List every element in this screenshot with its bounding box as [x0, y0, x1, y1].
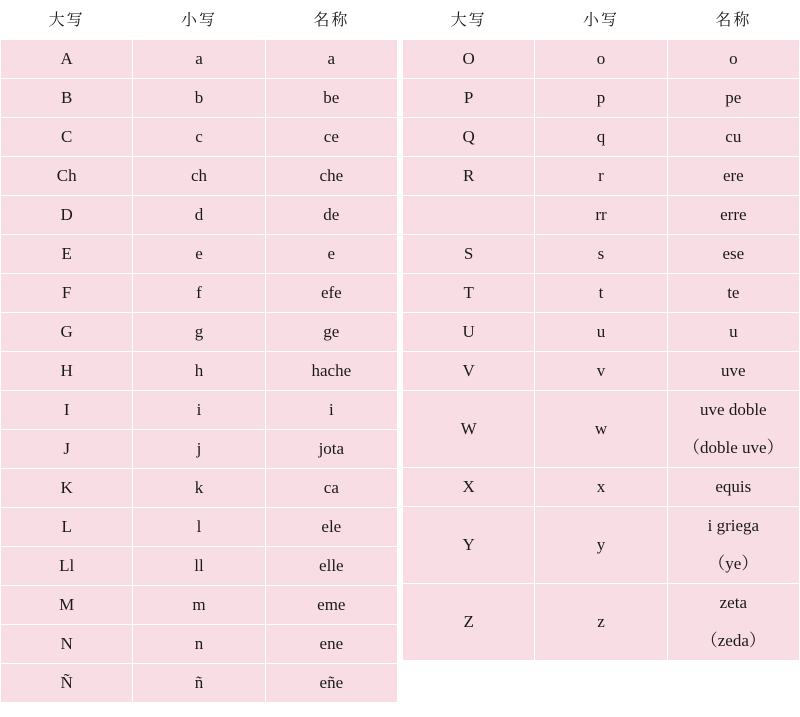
uppercase-letter: K [1, 469, 133, 508]
letter-name [265, 40, 397, 79]
letter-name [667, 584, 799, 661]
table-row [1, 274, 398, 313]
table-row [403, 40, 800, 79]
letter-name-text: cu [725, 127, 742, 146]
lowercase-letter: v [535, 352, 667, 391]
letter-name-text: uve [721, 361, 746, 380]
letter-name [265, 313, 397, 352]
letter-name [265, 391, 397, 430]
letter-name-text: pe [725, 88, 742, 107]
table-row [403, 352, 800, 391]
lowercase-letter: d [133, 196, 265, 235]
lowercase-letter: rr [535, 196, 667, 235]
letter-name-text: ese [722, 244, 745, 263]
letter-name-text: jota [318, 439, 345, 458]
table-row [403, 274, 800, 313]
lowercase-letter: j [133, 430, 265, 469]
uppercase-letter: N [1, 625, 133, 664]
uppercase-letter: X [403, 468, 535, 507]
uppercase-letter: V [403, 352, 535, 391]
lowercase-letter: a [133, 40, 265, 79]
uppercase-letter: M [1, 586, 133, 625]
table-row [403, 313, 800, 352]
letter-name [667, 391, 799, 468]
table-row [403, 196, 800, 235]
letter-name-text: uve doble [700, 400, 767, 419]
uppercase-letter: D [1, 196, 133, 235]
letter-name [265, 469, 397, 508]
uppercase-letter: L [1, 508, 133, 547]
letter-name [667, 196, 799, 235]
letter-name-text: te [727, 283, 740, 302]
lowercase-letter: r [535, 157, 667, 196]
letter-name-text: ene [319, 634, 344, 653]
lowercase-letter: u [535, 313, 667, 352]
letter-name [667, 79, 799, 118]
uppercase-letter: U [403, 313, 535, 352]
uppercase-letter: F [1, 274, 133, 313]
table-row [1, 352, 398, 391]
alphabet-table-right [402, 0, 800, 661]
letter-name [265, 79, 397, 118]
table-row [1, 40, 398, 79]
letter-name-text: hache [311, 361, 352, 380]
lowercase-letter: ch [133, 157, 265, 196]
letter-name-text: eñe [319, 673, 344, 692]
letter-name-text: i [328, 400, 334, 419]
table-row [1, 625, 398, 664]
table-row [1, 235, 398, 274]
uppercase-letter: W [403, 391, 535, 468]
uppercase-letter: E [1, 235, 133, 274]
letter-name [265, 235, 397, 274]
letter-name [667, 313, 799, 352]
alphabet-table-left [0, 0, 398, 703]
uppercase-letter: S [403, 235, 535, 274]
table-row [1, 430, 398, 469]
table-row [1, 313, 398, 352]
uppercase-letter: I [1, 391, 133, 430]
letter-name [667, 352, 799, 391]
lowercase-letter: l [133, 508, 265, 547]
letter-name-alt: （zeda） [700, 631, 766, 650]
letter-name [265, 118, 397, 157]
lowercase-letter: e [133, 235, 265, 274]
letter-name [667, 40, 799, 79]
lowercase-letter: g [133, 313, 265, 352]
lowercase-letter: w [535, 391, 667, 468]
letter-name [667, 157, 799, 196]
lowercase-letter: s [535, 235, 667, 274]
table-row [1, 118, 398, 157]
header-row [1, 1, 398, 40]
letter-name [265, 274, 397, 313]
letter-name [265, 157, 397, 196]
letter-name-text: o [729, 49, 738, 68]
header-lower: 小写 [535, 1, 667, 40]
table-row [403, 118, 800, 157]
letter-name-text: elle [319, 556, 344, 575]
uppercase-letter: J [1, 430, 133, 469]
lowercase-letter: o [535, 40, 667, 79]
letter-name-text: ele [321, 517, 342, 536]
table-row [1, 469, 398, 508]
letter-name-text: de [323, 205, 340, 224]
letter-name-alt: （ye） [708, 554, 759, 573]
letter-name-text: efe [320, 283, 342, 302]
letter-name [265, 547, 397, 586]
letter-name [265, 625, 397, 664]
letter-name-text: ca [323, 478, 339, 497]
letter-name [667, 468, 799, 507]
uppercase-letter: Z [403, 584, 535, 661]
lowercase-letter: ñ [133, 664, 265, 703]
table-row [403, 235, 800, 274]
uppercase-letter: Ch [1, 157, 133, 196]
letter-name-text: eme [317, 595, 346, 614]
uppercase-letter: A [1, 40, 133, 79]
letter-name-text: ge [323, 322, 340, 341]
lowercase-letter: ll [133, 547, 265, 586]
table-row [1, 79, 398, 118]
lowercase-letter: x [535, 468, 667, 507]
table-row [1, 586, 398, 625]
lowercase-letter: z [535, 584, 667, 661]
lowercase-letter: b [133, 79, 265, 118]
letter-name [265, 430, 397, 469]
lowercase-letter: c [133, 118, 265, 157]
letter-name [265, 352, 397, 391]
lowercase-letter: t [535, 274, 667, 313]
letter-name-text: a [327, 49, 336, 68]
letter-name [265, 664, 397, 703]
table-row [1, 664, 398, 703]
letter-name [265, 586, 397, 625]
letter-name-text: che [319, 166, 344, 185]
lowercase-letter: p [535, 79, 667, 118]
letter-name-text: i griega [707, 516, 760, 535]
uppercase-letter: B [1, 79, 133, 118]
uppercase-letter: P [403, 79, 535, 118]
table-row [403, 79, 800, 118]
letter-name-text: ce [323, 127, 339, 146]
header-row [403, 1, 800, 40]
uppercase-letter: T [403, 274, 535, 313]
letter-name-alt: （doble uve） [683, 438, 784, 457]
header-upper: 大写 [1, 1, 133, 40]
uppercase-letter: Y [403, 507, 535, 584]
header-name: 名称 [667, 1, 799, 40]
letter-name [667, 235, 799, 274]
lowercase-letter: f [133, 274, 265, 313]
header-lower: 小写 [133, 1, 265, 40]
table-row [403, 468, 800, 507]
uppercase-letter: H [1, 352, 133, 391]
uppercase-letter: R [403, 157, 535, 196]
letter-name-text: be [323, 88, 340, 107]
table-row [1, 196, 398, 235]
table-row [1, 157, 398, 196]
lowercase-letter: k [133, 469, 265, 508]
table-row [1, 508, 398, 547]
uppercase-letter [403, 196, 535, 235]
uppercase-letter: G [1, 313, 133, 352]
uppercase-letter: C [1, 118, 133, 157]
letter-name-text: erre [720, 205, 747, 224]
letter-name [667, 274, 799, 313]
letter-name [265, 196, 397, 235]
letter-name [667, 118, 799, 157]
uppercase-letter: Ll [1, 547, 133, 586]
letter-name [667, 507, 799, 584]
table-row [1, 391, 398, 430]
table-row [1, 547, 398, 586]
lowercase-letter: h [133, 352, 265, 391]
letter-name-text: zeta [719, 593, 747, 612]
lowercase-letter: y [535, 507, 667, 584]
letter-name-text: e [327, 244, 336, 263]
lowercase-letter: m [133, 586, 265, 625]
table-row [403, 157, 800, 196]
uppercase-letter: O [403, 40, 535, 79]
lowercase-letter: i [133, 391, 265, 430]
uppercase-letter: Q [403, 118, 535, 157]
lowercase-letter: n [133, 625, 265, 664]
lowercase-letter: q [535, 118, 667, 157]
letter-name-text: ere [722, 166, 744, 185]
uppercase-letter: Ñ [1, 664, 133, 703]
header-name: 名称 [265, 1, 397, 40]
letter-name-text: u [729, 322, 738, 341]
header-upper: 大写 [403, 1, 535, 40]
letter-name-text: equis [715, 477, 752, 496]
letter-name [265, 508, 397, 547]
